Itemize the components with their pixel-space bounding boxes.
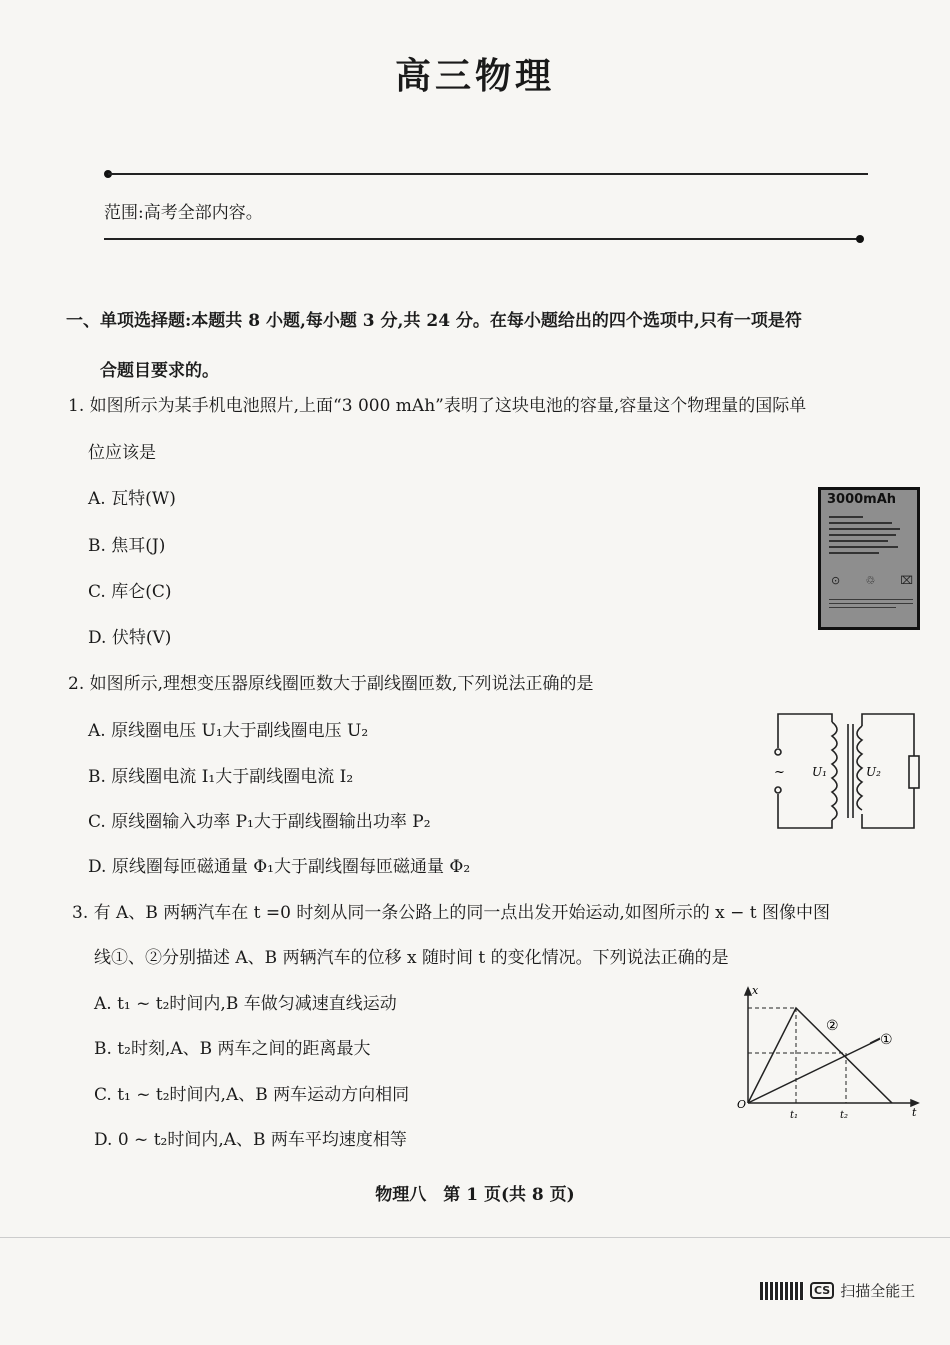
section-heading-line2: 合题目要求的。 [100,361,219,381]
question-1-stem-line1: 如图所示为某手机电池照片,上面“3 000 mAh”表明了这块电池的容量,容量这个物理量的国际单 [89,396,807,416]
question-1-number: 1. [68,396,85,416]
question-3-stem-line1: 有 A、B 两辆汽车在 t =0 时刻从同一条公路上的同一点出发开始运动,如图所示的 x − t 图像中图 [93,903,831,923]
question-3-option-d[interactable]: D. 0 ~ t₂时间内,A、B 两车平均速度相等 [94,1130,407,1150]
question-3-stem-line2: 线①、②分别描述 A、B 两辆汽车的位移 x 随时间 t 的变化情况。下列说法正确的是 [94,948,729,968]
tick-t2: t₂ [840,1110,849,1121]
scope-text: 范围:高考全部内容。 [104,203,263,223]
battery-photo [818,487,920,630]
question-2-number: 2. [68,674,85,694]
source-symbol: ~ [774,765,785,780]
page-footer: 物理八 第 1 页(共 8 页) [375,1185,575,1205]
cs-logo: CS [810,1282,834,1299]
question-1-option-a[interactable]: A. 瓦特(W) [88,489,176,509]
question-2-stem: 如图所示,理想变压器原线圈匝数大于副线圈匝数,下列说法正确的是 [89,674,594,694]
battery-recycle-icon: ♲ [865,574,876,587]
primary-voltage-label: U₁ [812,765,827,779]
bottom-rule [104,238,860,240]
battery-label-lines [829,512,913,558]
battery-capacity-label: 3000mAh [827,492,897,507]
tick-t1: t₁ [790,1110,799,1121]
scanner-watermark [760,1280,915,1301]
rule-dot-right [856,235,864,243]
section-heading [66,296,926,396]
top-rule [108,173,868,175]
question-1-stem-line2: 位应该是 [88,443,156,463]
question-2-option-a[interactable]: A. 原线圈电压 U₁大于副线圈电压 U₂ [88,721,369,741]
question-3-option-b[interactable]: B. t₂时刻,A、B 两车之间的距离最大 [94,1039,371,1059]
section-heading-line1: 一、单项选择题:本题共 8 小题,每小题 3 分,共 24 分。在每小题给出的四个选项中,只有一项是符 [66,311,802,331]
qr-code-icon [760,1282,804,1300]
question-3 [72,898,932,923]
battery-recycle-icons [831,574,913,587]
question-3-option-a[interactable]: A. t₁ ~ t₂时间内,B 车做匀减速直线运动 [94,994,397,1014]
question-1-option-d[interactable]: D. 伏特(V) [88,628,172,648]
y-axis-arrow [745,988,751,995]
page-title: 高三物理 [394,55,555,97]
scan-edge [0,1237,950,1238]
scanner-name: 扫描全能王 [840,1282,916,1300]
line-2-label: ② [826,1018,839,1034]
line-1-label: ① [880,1032,893,1048]
battery-fine-print [829,596,913,611]
y-axis-label: x [752,984,759,997]
question-1-option-b[interactable]: B. 焦耳(J) [88,536,166,556]
question-3-option-c[interactable]: C. t₁ ~ t₂时间内,A、B 两车运动方向相同 [94,1085,410,1105]
question-2-option-d[interactable]: D. 原线圈每匝磁通量 Φ₁大于副线圈每匝磁通量 Φ₂ [88,857,471,877]
transformer-diagram [770,708,922,836]
line-2 [748,1008,892,1103]
question-2-option-c[interactable]: C. 原线圈输入功率 P₁大于副线圈输出功率 P₂ [88,812,431,832]
question-3-number: 3. [72,903,89,923]
x-axis-label: t [912,1106,917,1119]
question-2 [68,669,768,694]
xt-graph [734,982,924,1124]
question-1 [68,391,928,416]
question-1-option-c[interactable]: C. 库仑(C) [88,582,172,602]
question-2-option-b[interactable]: B. 原线圈电流 I₁大于副线圈电流 I₂ [88,767,354,787]
battery-warning-icon: ⊙ [831,574,841,587]
battery-bin-icon: ⌧ [900,574,913,587]
secondary-voltage-label: U₂ [866,765,881,779]
origin-label: O [737,1098,747,1111]
